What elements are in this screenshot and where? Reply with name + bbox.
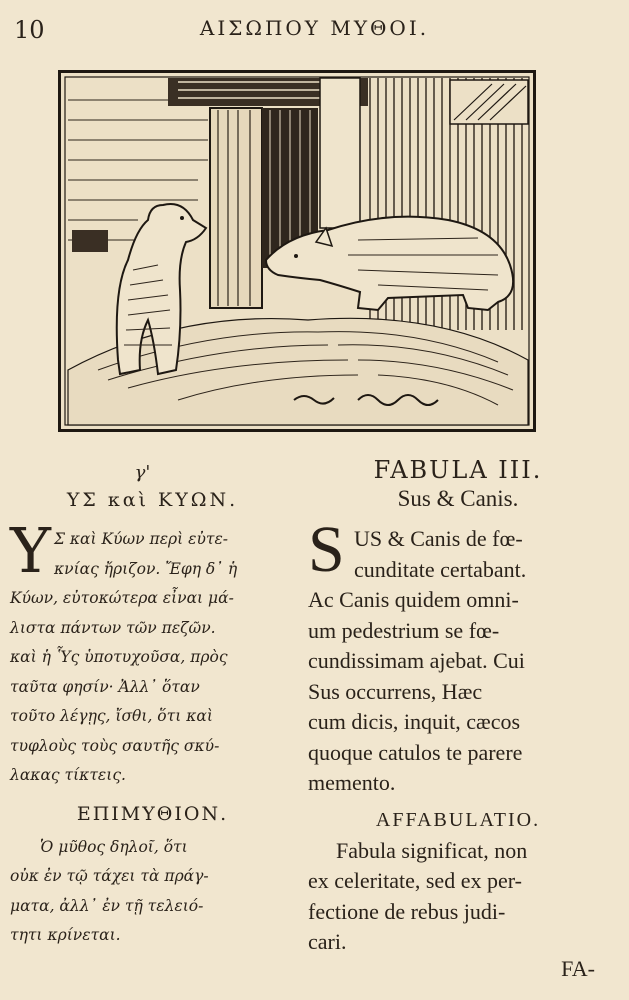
latin-moral-text — [308, 836, 608, 958]
latin-line: um pedestrium se fœ- — [308, 617, 500, 643]
latin-moral-line: cari. — [308, 929, 347, 954]
latin-fable-title: FABULA III. — [373, 456, 543, 484]
greek-line: λακας τίκτεις. — [10, 766, 126, 784]
greek-moral-title: ΕΠΙΜΥΘΙΟΝ. — [76, 802, 229, 825]
latin-fable-subtitle: Sus & Canis. — [397, 486, 519, 511]
greek-line: τυφλοὺς τοὺς σαυτῆς σκύ- — [10, 736, 220, 755]
latin-line: US & Canis de fœ- — [354, 526, 523, 551]
greek-fable-number: γ' — [134, 462, 151, 483]
latin-line: cundissimam ajebat. Cui — [308, 648, 525, 673]
latin-line: quoque catulos te parere — [308, 739, 523, 765]
greek-dropcap: Υ — [10, 514, 51, 587]
latin-line: memento. — [308, 770, 396, 795]
greek-fable-text — [10, 514, 295, 791]
woodcut-illustration — [58, 70, 536, 432]
catchword: FA- — [561, 956, 595, 981]
latin-moral-line: ex celeritate, sed ex per- — [308, 868, 522, 893]
latin-line: Sus occurrens, Hæc — [308, 678, 483, 704]
greek-line: ταῦτα φησίν· Ἀλλ᾽ ὅταν — [10, 677, 200, 696]
greek-moral-text — [10, 833, 295, 951]
latin-fable-text — [308, 513, 608, 799]
greek-line: κνίας ἤριζον. Ἔφη δ᾽ ἡ — [54, 559, 238, 578]
latin-moral-line: fectione de rebus judi- — [308, 898, 506, 924]
latin-line: cunditate certabant. — [354, 556, 527, 582]
running-head: ΑΙΣΩΠΟΥ ΜΥΘΟΙ. — [199, 16, 430, 40]
latin-column — [308, 456, 608, 958]
latin-moral-title: AFFABULATIO. — [375, 808, 541, 831]
greek-line: Σ καὶ Κύων περὶ εὐτε- — [54, 530, 229, 548]
woodcut-dog-and-sow-icon — [58, 70, 536, 432]
page-number: 10 — [14, 16, 45, 44]
greek-line: λιστα πάντων τῶν πεζῶν. — [10, 618, 216, 637]
greek-line: Κύων, εὐτοκώτερα εἶναι μά- — [10, 589, 234, 607]
greek-moral-line: ματα, ἀλλ᾽ ἐν τῇ τελειό- — [10, 896, 204, 915]
latin-line: Ac Canis quidem omni- — [308, 587, 519, 612]
greek-moral-line: τητι κρίνεται. — [10, 926, 121, 944]
latin-line: cum dicis, inquit, cæcos — [308, 709, 521, 734]
greek-line: καὶ ἡ Ὗς ὑποτυχοῦσα, πρὸς — [10, 648, 228, 666]
latin-moral-line: Fabula significat, non — [336, 837, 528, 863]
greek-moral-line: Ὁ μῦθος δηλοῖ, ὅτι — [40, 837, 188, 856]
greek-moral-line: οὐκ ἐν τῷ τάχει τὰ πράγ- — [10, 867, 209, 885]
latin-dropcap: S — [308, 513, 345, 586]
greek-fable-title: ΥΣ καὶ ΚΥΩΝ. — [66, 489, 239, 511]
greek-column — [10, 462, 295, 951]
greek-line: τοῦτο λέγῃς, ἴσθι, ὅτι καὶ — [10, 707, 213, 725]
